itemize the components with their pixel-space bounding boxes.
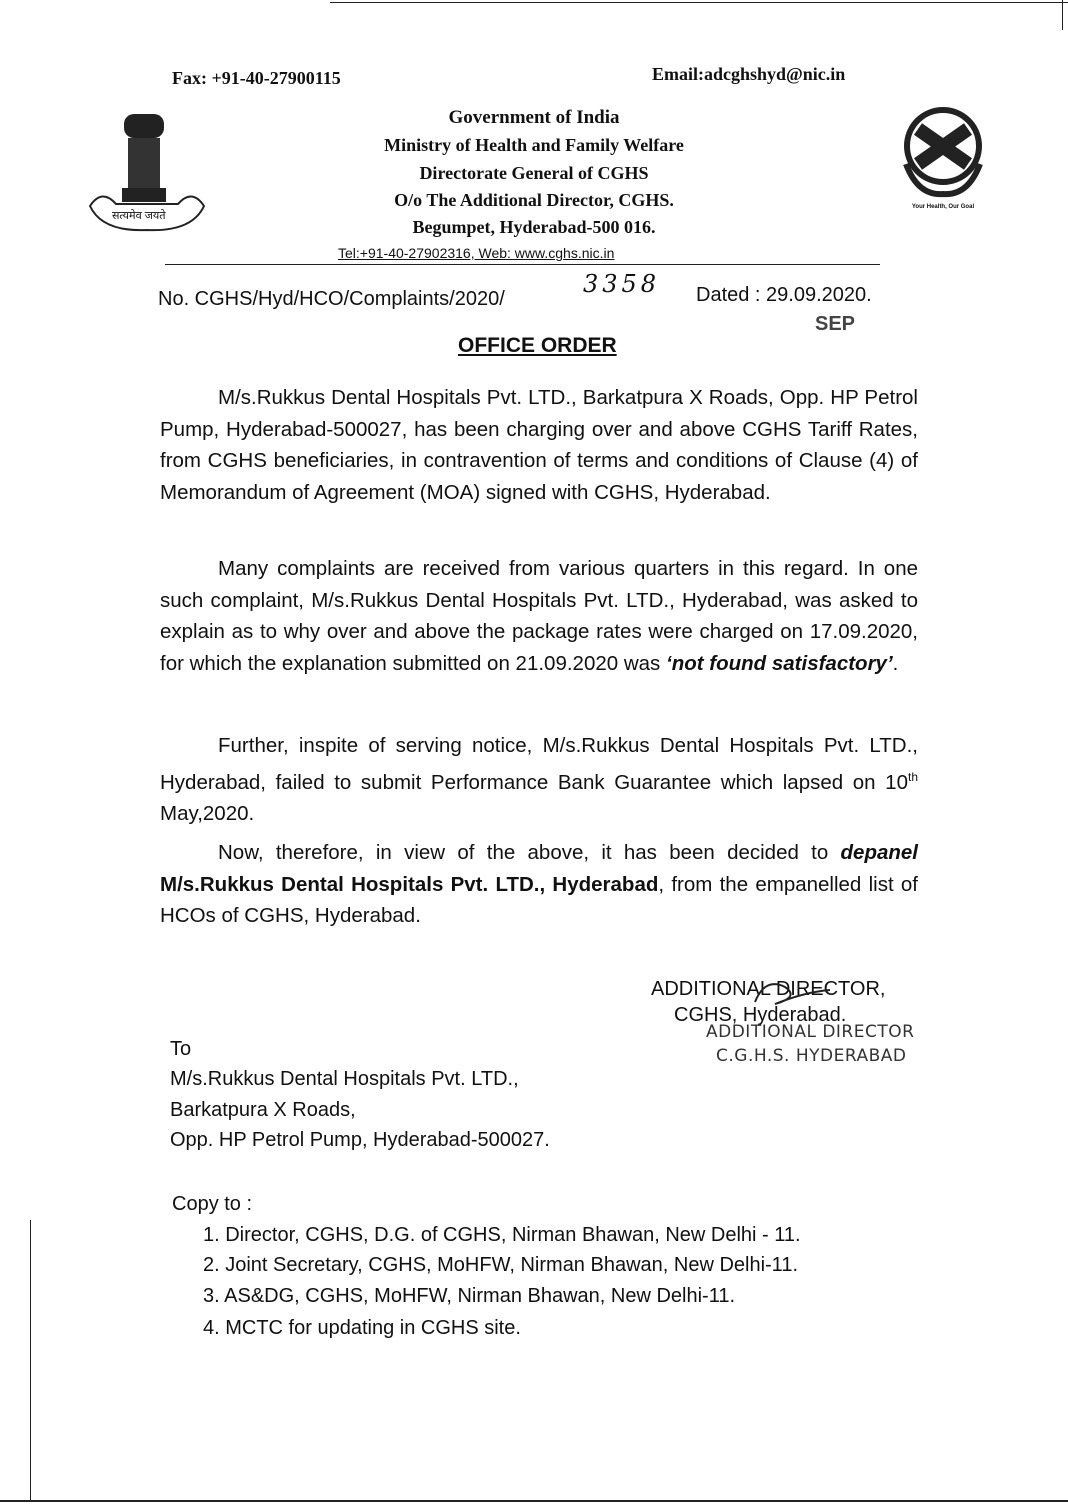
document-title: OFFICE ORDER <box>458 334 617 357</box>
reference-number: No. CGHS/Hyd/HCO/Complaints/2020/ <box>158 288 505 310</box>
addressee-to: To <box>170 1038 192 1060</box>
paragraph-4-end: , from the empanelled list of HCOs of CGHS, Hyderabad. <box>160 872 918 927</box>
paragraph-1-text: M/s.Rukkus Dental Hospitals Pvt. LTD., Barkatpura X Roads, Opp. HP Petrol Pump, Hyderabad-500027, has been charging over and above CGHS Tariff Rates, from CGHS beneficiaries, in contravention of terms and conditions of Clause (4) of Memorandum of Agreement (MOA) signed with CGHS, Hyderabad. <box>160 386 918 504</box>
signatory-location: CGHS, Hyderabad. <box>674 1004 847 1026</box>
addressee-line-2: Barkatpura X Roads, <box>170 1099 356 1121</box>
paragraph-4-text: Now, therefore, in view of the above, it has been decided to <box>218 841 841 864</box>
cghs-logo-tagline: Your Health, Our Goal <box>911 204 975 210</box>
emblem-motto: सत्यमेव जयते <box>112 210 166 222</box>
contact-line: Tel:+91-40-27902316, Web: www.cghs.nic.in <box>338 245 615 261</box>
paragraph-2-text: Many complaints are received from various quarters in this regard. In one such complaint, M/s.Rukkus Dental Hospitals Pvt. LTD., Hyderabad, was asked to explain as to why over and above the package rates were charged on 17.09.2020, for which the explanation submitted on 21.09.2020 was <box>160 557 918 675</box>
ordinal-suffix: th <box>907 769 918 784</box>
fax-number: Fax: +91-40-27900115 <box>172 68 341 88</box>
copy-to-item-3: 3. AS&DG, CGHS, MoHFW, Nirman Bhawan, New Delhi-11. <box>203 1285 736 1307</box>
scan-edge-right <box>1062 0 1063 30</box>
scan-edge-bottom <box>0 1500 1068 1502</box>
org-address: Begumpet, Hyderabad-500 016. <box>412 217 656 237</box>
scan-edge-top <box>330 2 1068 3</box>
header-rule <box>165 264 880 265</box>
org-ministry: Ministry of Health and Family Welfare <box>384 135 684 155</box>
official-stamp-line-2: C.G.H.S. HYDERABAD <box>716 1046 907 1066</box>
paragraph-3-text: Further, inspite of serving notice, M/s.Rukkus Dental Hospitals Pvt. LTD., Hyderabad, failed to submit Performance Bank Guarantee which lapsed on 10 <box>160 734 918 794</box>
addressee-line-3: Opp. HP Petrol Pump, Hyderabad-500027. <box>170 1129 550 1151</box>
copy-to-item-2: 2. Joint Secretary, CGHS, MoHFW, Nirman Bhawan, New Delhi-11. <box>203 1254 798 1276</box>
paragraph-2 <box>160 553 918 679</box>
hospital-name-emphasis: M/s.Rukkus Dental Hospitals Pvt. LTD., Hyderabad <box>160 872 659 896</box>
scan-edge-left <box>30 1220 31 1500</box>
paragraph-4 <box>160 837 918 932</box>
order-date: Dated : 29.09.2020. <box>696 284 872 306</box>
not-satisfactory-emphasis: ‘not found satisfactory’ <box>666 651 893 675</box>
handwritten-number: 3358 <box>583 270 661 298</box>
receipt-mark: SEP <box>815 313 856 335</box>
signatory-title: ADDITIONAL DIRECTOR, <box>651 978 886 1000</box>
email-address: Email:adcghshyd@nic.in <box>652 64 846 84</box>
official-stamp-line-1: ADDITIONAL DIRECTOR <box>706 1022 915 1042</box>
paragraph-2-end: . <box>892 651 899 675</box>
copy-to-item-1: 1. Director, CGHS, D.G. of CGHS, Nirman Bhawan, New Delhi - 11. <box>203 1224 801 1246</box>
org-directorate: Directorate General of CGHS <box>419 163 649 183</box>
paragraph-3-end: May,2020. <box>160 801 255 825</box>
signature-scribble <box>745 972 835 1012</box>
paragraph-1 <box>160 382 918 508</box>
org-office: O/o The Additional Director, CGHS. <box>394 190 674 210</box>
copy-to-label: Copy to : <box>172 1193 253 1215</box>
copy-to-item-4: 4. MCTC for updating in CGHS site. <box>203 1317 521 1339</box>
depanel-emphasis: depanel <box>840 841 918 864</box>
paragraph-3 <box>160 730 918 829</box>
addressee-line-1: M/s.Rukkus Dental Hospitals Pvt. LTD., <box>170 1068 519 1090</box>
org-government: Government of India <box>448 107 620 128</box>
